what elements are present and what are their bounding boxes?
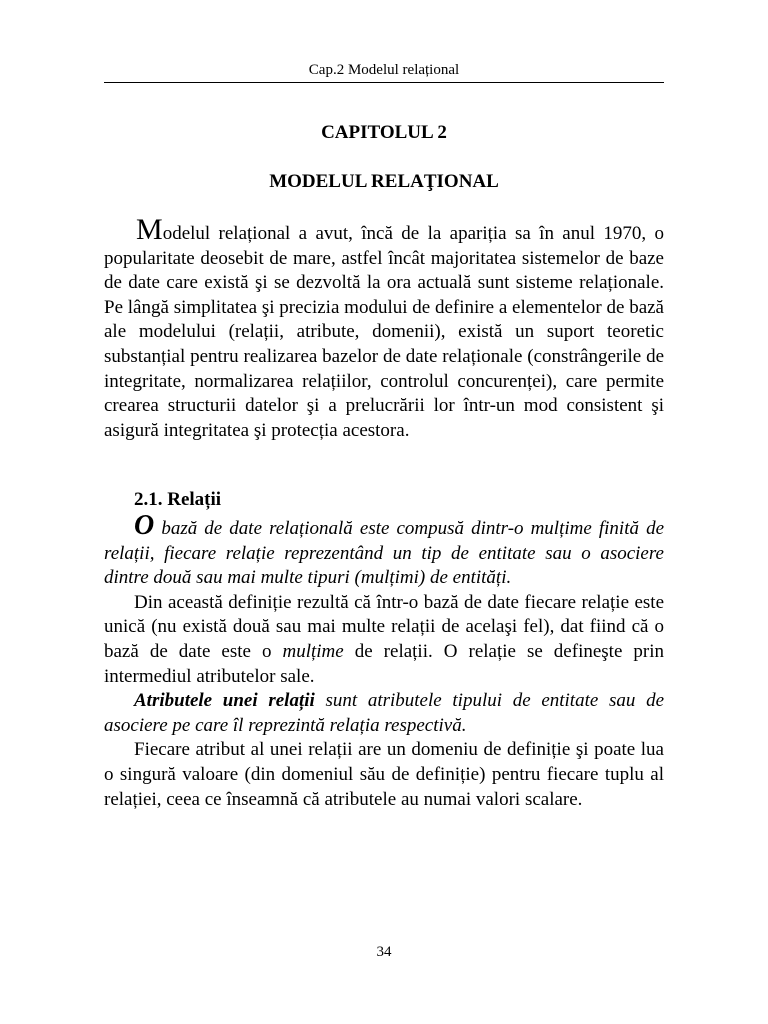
intro-dropcap: M (136, 213, 163, 246)
paragraph-uniqueness-start: Din această definiție rezultă că într-o bază de date fiecare relație este unică (nu există două sau mai multe relații de acelaşi fel), dat fiind că o bază de date este o (104, 591, 664, 662)
paragraph-uniqueness-end: de relații. O relație se defineşte prin intermediul atributelor sale. (104, 640, 665, 687)
paragraph-domain: Fiecare atribut al unei relații are un domeniu de definiție şi poate lua o singură valoare (din domeniul său de definiție) pentru fiecare tuplu al relației, ceea ce înseamnă că atributele au numai valori scalare. (104, 739, 664, 810)
page-number: 34 (376, 944, 392, 960)
header-rule (104, 82, 664, 83)
definition-paragraph (104, 510, 664, 591)
section-body (104, 510, 665, 812)
attributes-definition-text: sunt atributele tipului de entitate sau de asociere pe care îl reprezintă relația respectivă. (104, 690, 664, 736)
section-heading: 2.1. Relații (134, 489, 222, 510)
running-header: Cap.2 Modelul relațional (308, 62, 460, 78)
intro-text: odelul relațional a avut, încă de la apariția sa în anul 1970, o popularitate deosebit de mare, astfel încât majoritatea sistemelor de baze de date care există şi se dezvoltă la ora actuală sunt sisteme relaționale. Pe lângă simplitatea şi precizia modului de definire a elementelor de bază ale modelului (relații, atribute, domenii), există un suport teoretic substanțial pentru realizarea bazelor de date relaționale (constrângerile de integritate, normalizarea relațiilor, controlul concurenței), care permite crearea structurii datelor şi a prelucrării lor într-un mod consistent şi asigură integritatea şi protecția acestora. (104, 223, 664, 441)
definition-text: bază de date relațională este compusă dintr-o mulțime finită de relații, fiecare relație reprezentând un tip de entitate sau o asociere dintre două sau mai multe tipuri (mulțimi) de entități. (104, 518, 664, 589)
chapter-title: MODELUL RELAŢIONAL (269, 171, 499, 192)
intro-paragraph (104, 213, 664, 443)
definition-dropcap: O (134, 510, 155, 541)
paragraph-attributes-definition (104, 689, 664, 738)
paragraph-uniqueness (104, 591, 664, 689)
chapter-number: CAPITOLUL 2 (321, 122, 447, 143)
term-attributes: Atributele unei relații (134, 690, 315, 712)
emphasis-multime: mulțime (282, 640, 344, 662)
